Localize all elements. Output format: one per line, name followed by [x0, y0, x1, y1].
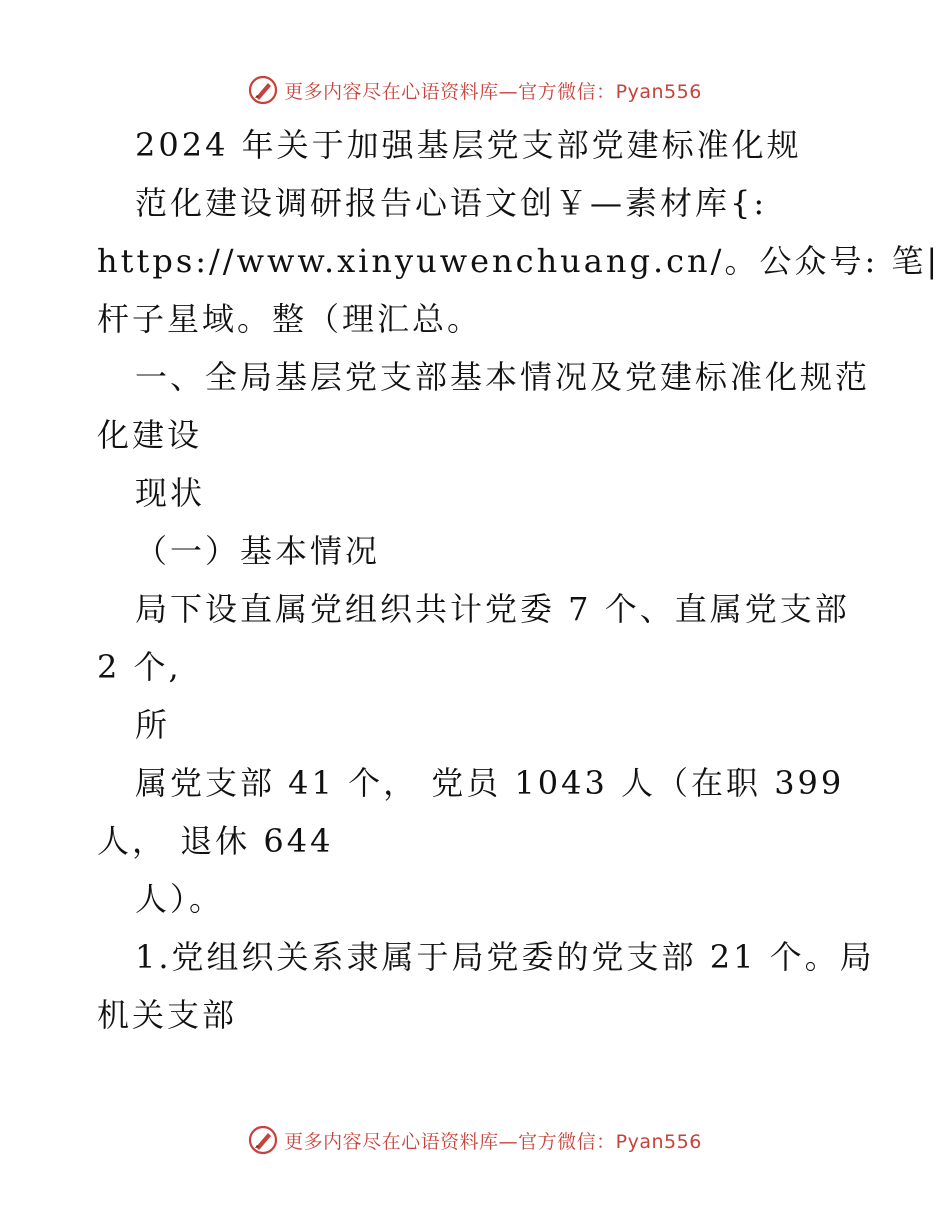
paragraph-line: 1.党组织关系隶属于局党委的党支部 21 个。局 — [135, 938, 875, 976]
paragraph-line: 2 个, — [97, 648, 182, 686]
paragraph-line: 现状 — [135, 474, 206, 512]
paragraph-line: https://www.xinyuwenchuang.cn/。公众号: 笔| — [97, 242, 941, 280]
paragraph-line: 杆子星域。整（理汇总。 — [97, 300, 483, 338]
paragraph-line: 局下设直属党组织共计党委 7 个、直属党支部 — [135, 590, 850, 628]
document-body — [97, 116, 941, 1044]
paragraph-line: 机关支部 — [97, 996, 238, 1034]
paragraph-line: 2024 年关于加强基层党支部党建标准化规 — [135, 126, 802, 164]
pen-logo-icon — [248, 1125, 278, 1155]
header-watermark-text: 更多内容尽在心语资料库—官方微信：Pyan556 — [284, 80, 702, 103]
paragraph-line: 所 — [135, 706, 171, 744]
paragraph-line: （一）基本情况 — [135, 532, 381, 570]
paragraph-line: 属党支部 41 个， 党员 1043 人（在职 399 — [135, 764, 845, 802]
paragraph-line: 一、全局基层党支部基本情况及党建标准化规范 — [135, 358, 871, 396]
paragraph-line: 范化建设调研报告心语文创￥—素材库{: — [135, 184, 768, 222]
pen-logo-icon — [248, 75, 278, 105]
header-watermark-banner — [0, 70, 950, 110]
footer-watermark-text: 更多内容尽在心语资料库—官方微信：Pyan556 — [284, 1130, 702, 1153]
paragraph-line: 人）。 — [135, 880, 225, 918]
paragraph-line: 人， 退休 644 — [97, 822, 334, 860]
paragraph-line: 化建设 — [97, 416, 203, 454]
footer-watermark-banner — [0, 1120, 950, 1160]
